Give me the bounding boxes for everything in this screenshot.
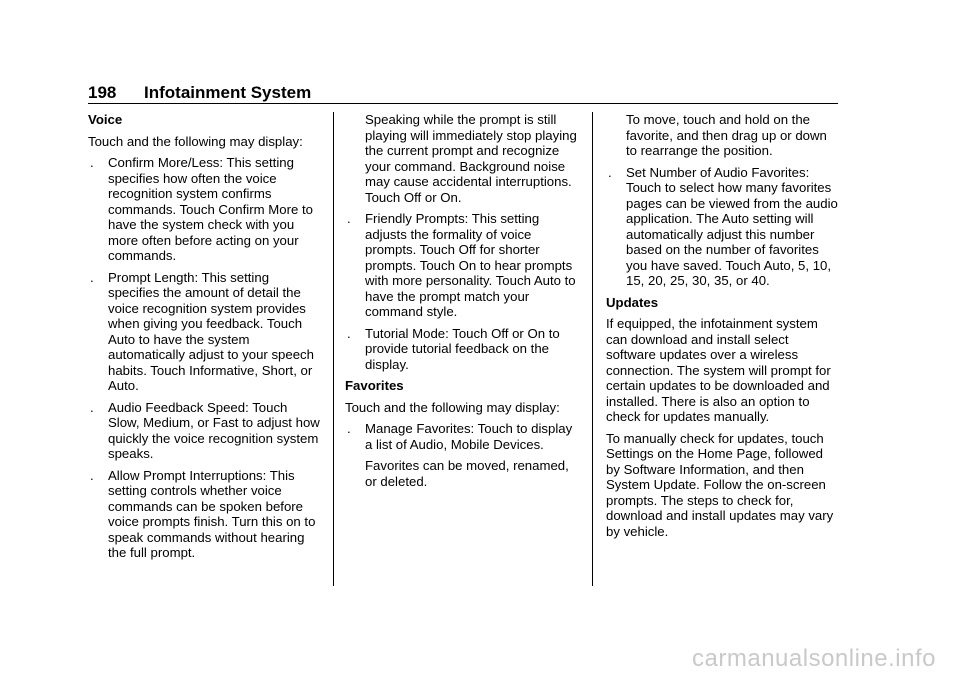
column-divider bbox=[333, 112, 334, 586]
list-item bbox=[345, 211, 577, 320]
bullet-mark: . bbox=[90, 269, 94, 285]
list-item-text: Set Number of Audio Favorites: Touch to select how many favorites pages can be viewed from the audio application. The Auto setting will automatically adjust this number based on the number of favorites you have saved. Touch Auto, 5, 10, 15, 20, 25, 30, 35, or 40. bbox=[626, 164, 838, 288]
page-number: 198 bbox=[88, 83, 117, 102]
section-heading-updates: Updates bbox=[606, 294, 659, 310]
list-item-text: Allow Prompt Interruptions: This setting controls whether voice commands can be spoken before voice prompts finish. Turn this on to speak commands without hearing the full prompt. bbox=[108, 467, 316, 560]
list-item-text: Prompt Length: This setting specifies the amount of detail the voice recognition system provides when giving you feedback. Touch Auto to have the system automatically adjust to your speech habits. Touch Informative, Short, or Auto. bbox=[108, 269, 314, 393]
bullet-mark: . bbox=[347, 421, 351, 436]
list-item-text: Friendly Prompts: This setting adjusts the formality of voice prompts. Touch Off for shorter prompts. Touch On to hear prompts with more personality. Touch Auto to have the prompt match your command style. bbox=[365, 211, 576, 319]
list-item bbox=[88, 468, 320, 561]
continued-text: To move, touch and hold on the favorite, and then drag up or down to rearrange the position. bbox=[626, 112, 827, 158]
column-3 bbox=[606, 112, 838, 545]
column-2 bbox=[345, 112, 577, 495]
column-1 bbox=[88, 112, 320, 567]
list-item-text: Manage Favorites: Touch to display a list of Audio, Mobile Devices. bbox=[365, 421, 573, 452]
list-item-text: Tutorial Mode: Touch Off or On to provide tutorial feedback on the display. bbox=[365, 325, 560, 372]
section-heading-favorites: Favorites bbox=[345, 378, 404, 393]
list-item bbox=[345, 421, 577, 452]
continued-text: Speaking while the prompt is still playing will immediately stop playing the current prompt and recognize your command. Background noise may cause accidental interruptions. Touch Off or On. bbox=[365, 112, 577, 205]
column-divider bbox=[592, 112, 593, 586]
page-title: Infotainment System bbox=[144, 83, 312, 102]
bullet-mark: . bbox=[347, 211, 351, 226]
favorites-intro: Touch and the following may display: bbox=[345, 399, 560, 415]
list-item-text: Audio Feedback Speed: Touch Slow, Medium, or Fast to adjust how quickly the voice recognition system speaks. bbox=[108, 399, 320, 461]
voice-intro: Touch and the following may display: bbox=[88, 133, 303, 149]
bullet-mark: . bbox=[608, 164, 612, 180]
header-rule bbox=[88, 103, 838, 104]
list-item bbox=[88, 270, 320, 394]
favorites-note: Favorites can be moved, renamed, or deleted. bbox=[365, 458, 569, 489]
bullet-mark: . bbox=[347, 325, 351, 341]
bullet-mark: . bbox=[90, 155, 94, 170]
updates-paragraph: To manually check for updates, touch Settings on the Home Page, followed by Software Information, and then System Update. Follow the on-screen prompts. The steps to check for, download and install updates may vary by vehicle. bbox=[606, 430, 834, 539]
list-item bbox=[345, 326, 577, 373]
list-item bbox=[88, 155, 320, 264]
section-heading-voice: Voice bbox=[88, 112, 123, 127]
page-header bbox=[88, 82, 838, 104]
list-item bbox=[606, 165, 838, 289]
updates-paragraph: If equipped, the infotainment system can download and install select software updates over a wireless connection. The system will prompt for certain updates to be downloaded and installed. There is also an option to check for updates manually. bbox=[606, 316, 831, 424]
bullet-mark: . bbox=[90, 399, 94, 415]
list-item bbox=[88, 400, 320, 462]
watermark: carmanualsonline.info bbox=[692, 645, 936, 672]
bullet-mark: . bbox=[90, 467, 94, 483]
list-item-text: Confirm More/Less: This setting specifies how often the voice recognition system confirms commands. Touch Confirm More to have the system check with you more often before acting on your commands. bbox=[108, 155, 313, 263]
